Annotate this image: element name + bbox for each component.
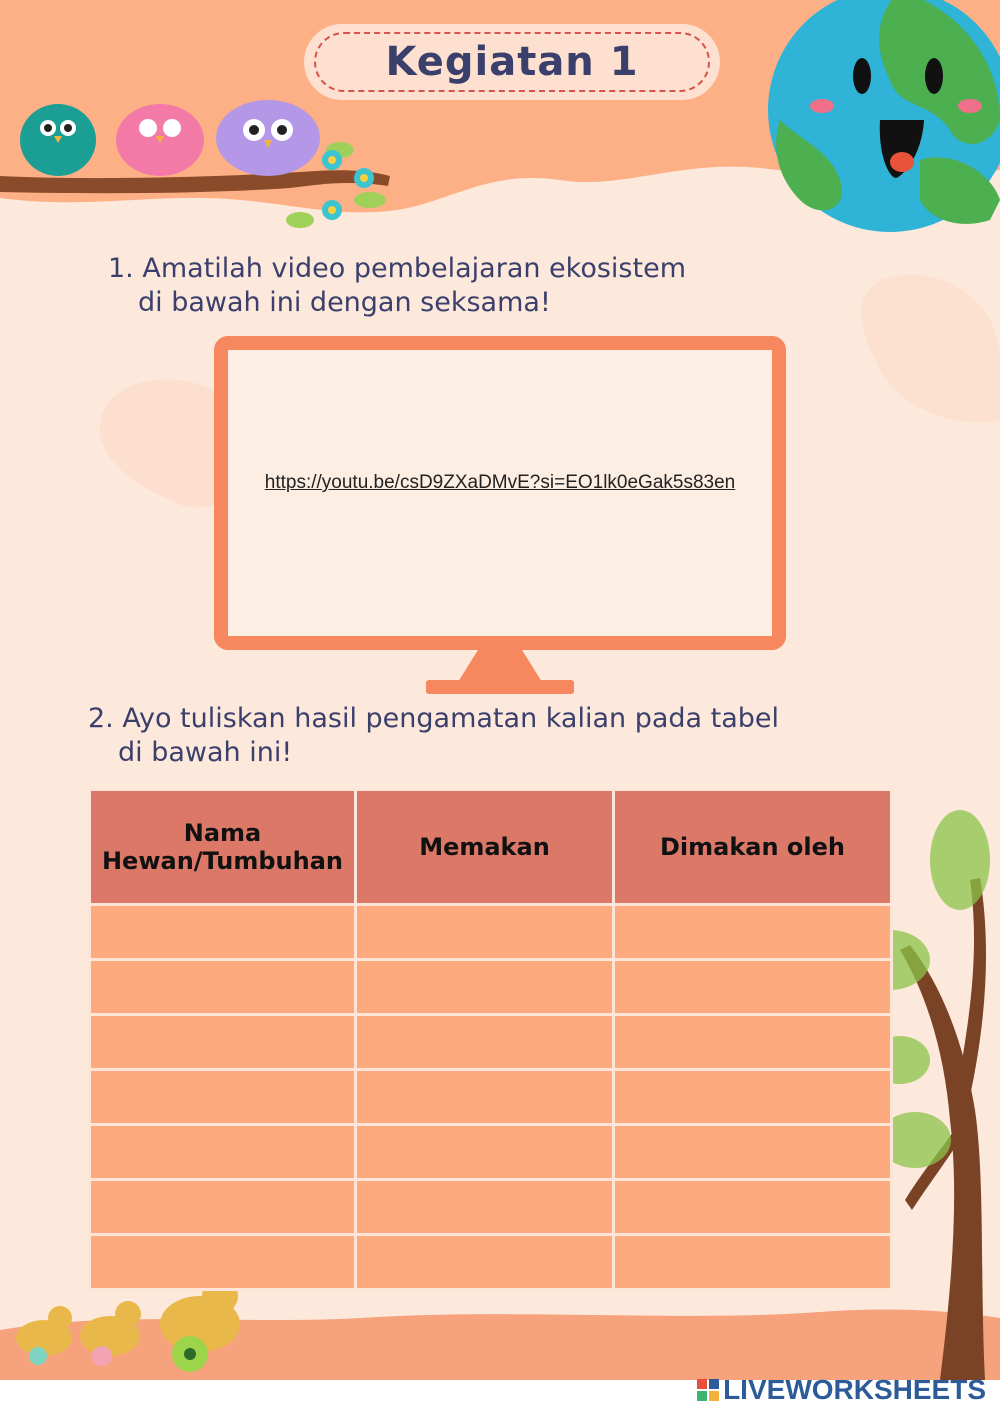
- bird-purple-icon: [216, 100, 320, 176]
- header-memakan: Memakan: [356, 790, 614, 905]
- table-row: [90, 1125, 892, 1180]
- input-cell-memakan[interactable]: [356, 1070, 614, 1125]
- table-row: [90, 1180, 892, 1235]
- input-cell-name[interactable]: [90, 960, 356, 1015]
- input-cell-dimakan-oleh[interactable]: [614, 1180, 892, 1235]
- header-name: [90, 790, 356, 905]
- table-header-row: [90, 790, 892, 905]
- question-2: [88, 702, 888, 770]
- input-cell-name[interactable]: [90, 1235, 356, 1290]
- input-cell-name[interactable]: [90, 1015, 356, 1070]
- bird-pink-icon: [116, 104, 204, 176]
- question-2-line2: di bawah ini!: [118, 737, 293, 768]
- input-cell-name[interactable]: [90, 1070, 356, 1125]
- header-dimakan-oleh: Dimakan oleh: [614, 790, 892, 905]
- input-cell-dimakan-oleh[interactable]: [614, 905, 892, 960]
- liveworksheets-mark-icon: [697, 1379, 719, 1401]
- monitor-stand: [458, 650, 542, 682]
- bottom-ground: [0, 1310, 1000, 1380]
- bird-teal-icon: [20, 104, 96, 176]
- input-cell-dimakan-oleh[interactable]: [614, 1235, 892, 1290]
- page-title: Kegiatan 1: [314, 32, 710, 92]
- input-cell-memakan[interactable]: [356, 905, 614, 960]
- question-1-line2: di bawah ini dengan seksama!: [138, 287, 551, 318]
- input-cell-memakan[interactable]: [356, 1015, 614, 1070]
- table-row: [90, 960, 892, 1015]
- input-cell-dimakan-oleh[interactable]: [614, 960, 892, 1015]
- question-1: [108, 252, 808, 320]
- monitor-base: [426, 680, 574, 694]
- input-cell-name[interactable]: [90, 905, 356, 960]
- table-row: [90, 1070, 892, 1125]
- table-row: [90, 905, 892, 960]
- input-cell-dimakan-oleh[interactable]: [614, 1070, 892, 1125]
- title-pill: [304, 24, 720, 100]
- header-name-line2: Hewan/Tumbuhan: [101, 847, 344, 875]
- input-cell-memakan[interactable]: [356, 960, 614, 1015]
- input-cell-memakan[interactable]: [356, 1180, 614, 1235]
- question-1-line1: 1. Amatilah video pembelajaran ekosistem: [108, 253, 686, 284]
- input-cell-memakan[interactable]: [356, 1235, 614, 1290]
- question-2-line1: 2. Ayo tuliskan hasil pengamatan kalian pada tabel: [88, 703, 780, 734]
- header-name-line1: Nama: [183, 819, 262, 847]
- input-cell-dimakan-oleh[interactable]: [614, 1015, 892, 1070]
- table-row: [90, 1235, 892, 1290]
- table-body: [90, 905, 892, 1290]
- video-link[interactable]: https://youtu.be/csD9ZXaDMvE?si=EO1lk0eGak5s83en: [264, 472, 736, 493]
- bg-blob: [861, 275, 1000, 423]
- input-cell-name[interactable]: [90, 1180, 356, 1235]
- observation-table: [88, 788, 893, 1291]
- input-cell-memakan[interactable]: [356, 1125, 614, 1180]
- earth-character-icon: [768, 0, 1000, 232]
- liveworksheets-logo: [697, 1374, 986, 1406]
- table-row: [90, 1015, 892, 1070]
- input-cell-name[interactable]: [90, 1125, 356, 1180]
- input-cell-dimakan-oleh[interactable]: [614, 1125, 892, 1180]
- brand-name: LIVEWORKSHEETS: [723, 1374, 986, 1405]
